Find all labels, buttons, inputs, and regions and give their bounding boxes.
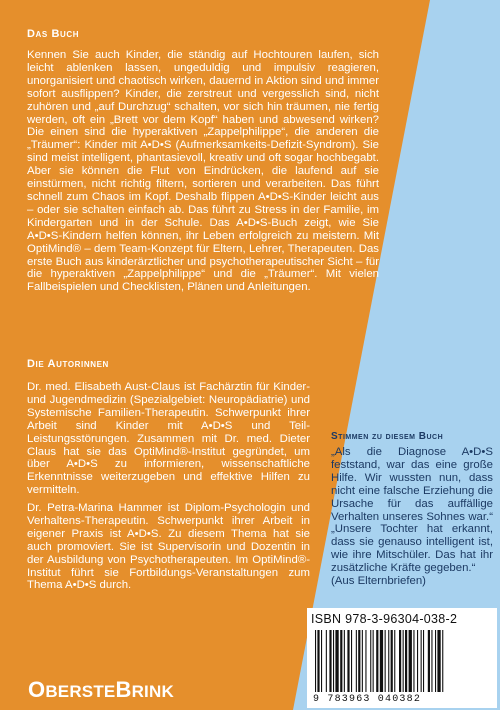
logo-text-berste: BERSTE (45, 682, 116, 701)
quote-source: (Aus Elternbriefen) (331, 575, 426, 588)
barcode-digits: 9 783963 040382 (313, 694, 422, 705)
section-heading-book: Das Buch (27, 28, 80, 40)
quote-body: „Als die Diagnose A•D•S feststand, war das eine große Hilfe. Wir wussten nun, dass nicht eine falsche Erziehung die Ursache für das auffällige Verhalten unseres Sohnes war.“ „Unsere Tochter hat erkannt, dass sie genauso intelligent ist, wie ihre Mitschüler. Das hat ihr zusätzliche Kräfte gegeben.“ (331, 446, 493, 575)
publisher-logo (28, 677, 174, 703)
logo-letter-o: O (28, 677, 46, 702)
barcode-graphic (313, 630, 491, 692)
isbn-label: ISBN 978-3-96304-038-2 (311, 612, 458, 626)
isbn-barcode-box (307, 608, 497, 708)
author-bio-aust-claus: Dr. med. Elisabeth Aust-Claus ist Fachärztin für Kinder- und Jugendmedizin (Spezialgebiet: Neuropädiatrie) und Systemische Familien-Therapeutin. Schwerpunkt ihrer Arbeit sind Kinder mit A•D•S und Teil-Leistungsstörungen. Zusammen mit Dr. med. Dieter Claus hat sie das OptiMind®-Institut gegründet, um über A•D•S zu informieren, wissenschaftliche Erkenntnisse weiterzugeben und effektive Hilfen zu vermitteln. (27, 381, 310, 497)
reader-quotes (331, 446, 493, 588)
author-bio-hammer: Dr. Petra-Marina Hammer ist Diplom-Psychologin und Verhaltens-Therapeutin. Schwerpunkt ihrer Arbeit in eigener Praxis ist A•D•S. Zu diesem Thema hat sie auch promoviert. Sie ist Supervisorin und Dozentin in der Ausbildung von Psychotherapeuten. Im OptiMind®-Institut führt sie Fortbildungs-Veranstaltungen zum Thema A•D•S durch. (27, 502, 310, 592)
logo-text-rink: RINK (131, 682, 174, 701)
quotes-heading: Stimmen zu diesem Buch (331, 431, 444, 442)
section-heading-authors: Die Autorinnen (27, 358, 109, 370)
book-description: Kennen Sie auch Kinder, die ständig auf Hochtouren laufen, sich leicht ablenken lassen, ungeduldig und impulsiv reagieren, unorganisiert und chaotisch wirken, dauernd in Aktion sind und immer sofort ausflippen? Kinder, die zerstreut und vergesslich sind, nicht zuhören und „auf Durchzug“ schalten, vor sich hin träumen, nie fertig werden, oft ein „Brett vor dem Kopf“ haben und abwesend wirken? Die einen sind die hyperaktiven „Zappelphilippe“, die anderen die „Träumer“: Kinder mit A•D•S (Aufmerksamkeits-Defizit-Syndrom). Sie sind meist intelligent, phantasievoll, kreativ und oft sogar hochbegabt. Aber sie können die Flut von Eindrücken, die laufend auf sie einstürmen, nicht richtig filtern, sortieren und verarbeiten. Das führt schnell zum Chaos im Kopf. Deshalb flippen A•D•S-Kinder leicht aus – oder sie schalten einfach ab. Das führt zu Stress in der Familie, im Kindergarten und in der Schule. Das A•D•S-Buch zeigt, wie Sie A•D•S-Kindern helfen können, ihr Leben erfolgreich zu meistern. Mit OptiMind® – dem Team-Konzept für Eltern, Lehrer, Therapeuten. Das erste Buch aus kinderärztlicher und psychotherapeutischer Sicht – für die hyperaktiven „Zappelphilippe“ und die „Träumer“. Mit vielen Fallbeispielen und Checklisten, Plänen und Anleitungen. (27, 49, 379, 294)
logo-letter-b: B (115, 677, 132, 702)
